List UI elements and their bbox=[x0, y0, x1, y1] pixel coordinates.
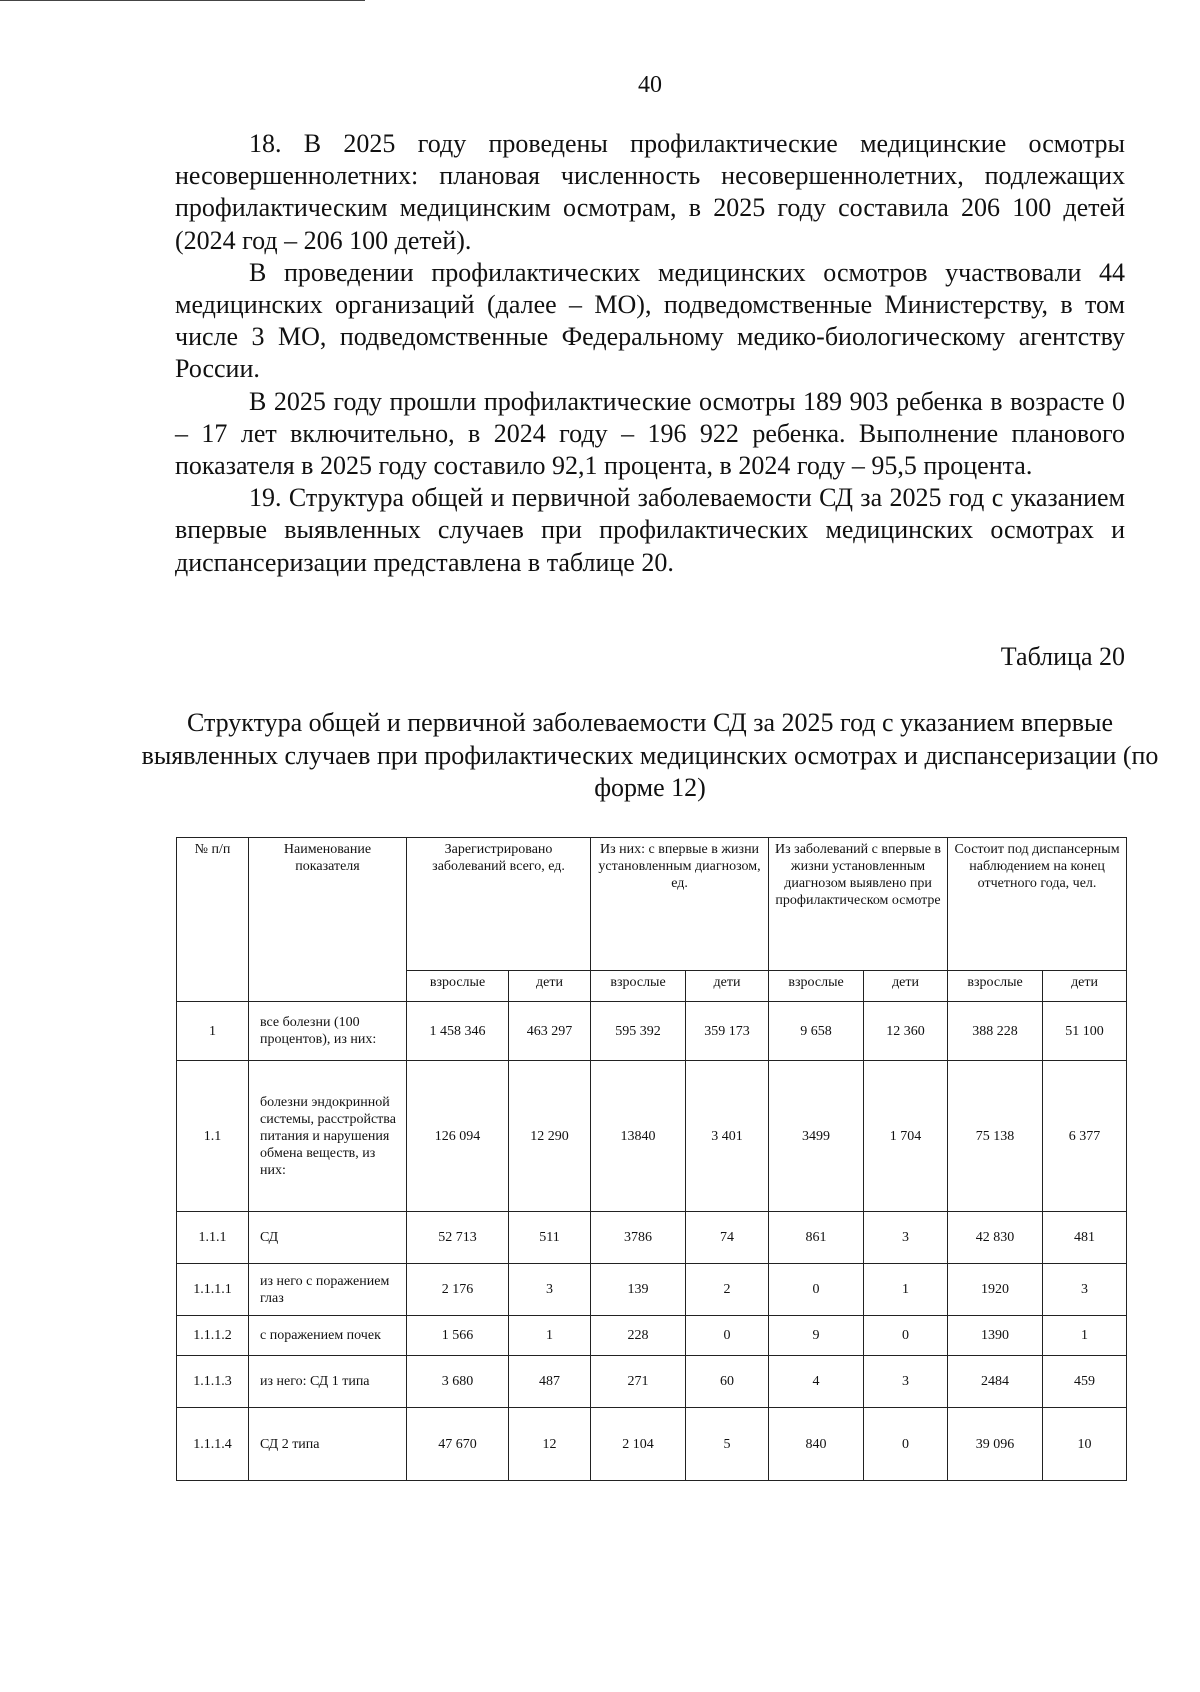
header-name: Наименование показателя bbox=[249, 838, 407, 1002]
row-num: 1.1.1 bbox=[177, 1212, 249, 1264]
cell: 0 bbox=[864, 1408, 948, 1481]
cell: 13840 bbox=[591, 1061, 686, 1212]
paragraph-18: 18. В 2025 году проведены профилактические медицинские осмотры несовершеннолетних: плановая численность несовершеннолетних, подлежащих профилактическим медицинским осмотрам, в 2025 году составила 206 100 детей (2024 год – 206 100 детей). bbox=[175, 129, 1125, 255]
paragraph-mo: В проведении профилактических медицинских осмотров участвовали 44 медицинских организаций (далее – МО), подведомственные Министерству, в том числе 3 МО, подведомственные Федеральному медико-биологическому агентству России. bbox=[175, 257, 1125, 384]
header-dispensary: Состоит под диспансерным наблюдением на конец отчетного года, чел. bbox=[948, 838, 1127, 971]
cell: 0 bbox=[686, 1316, 769, 1356]
cell: 861 bbox=[769, 1212, 864, 1264]
cell: 12 290 bbox=[509, 1061, 591, 1212]
table-row bbox=[177, 1212, 1127, 1264]
row-name: СД 2 типа bbox=[249, 1408, 407, 1481]
cell: 126 094 bbox=[407, 1061, 509, 1212]
header-found-at-exam: Из заболеваний с впервые в жизни установленным диагнозом выявлено при профилактическом осмотре bbox=[769, 838, 948, 971]
cell: 511 bbox=[509, 1212, 591, 1264]
header-first-time: Из них: с впервые в жизни установленным диагнозом, ед. bbox=[591, 838, 769, 971]
cell: 228 bbox=[591, 1316, 686, 1356]
table-label: Таблица 20 bbox=[1000, 642, 1125, 671]
cell: 1 458 346 bbox=[407, 1002, 509, 1061]
cell: 1 bbox=[1043, 1316, 1127, 1356]
row-num: 1 bbox=[177, 1002, 249, 1061]
cell: 6 377 bbox=[1043, 1061, 1127, 1212]
cell: 3 bbox=[864, 1356, 948, 1408]
header-registered: Зарегистрировано заболеваний всего, ед. bbox=[407, 838, 591, 971]
row-name: болезни эндокринной системы, расстройства питания и нарушения обмена веществ, из них: bbox=[249, 1061, 407, 1212]
cell: 75 138 bbox=[948, 1061, 1043, 1212]
cell: 487 bbox=[509, 1356, 591, 1408]
cell: 139 bbox=[591, 1264, 686, 1316]
row-name: все болезни (100 процентов), из них: bbox=[249, 1002, 407, 1061]
cell: 1 704 bbox=[864, 1061, 948, 1212]
table-row bbox=[177, 1264, 1127, 1316]
row-name: из него: СД 1 типа bbox=[249, 1356, 407, 1408]
cell: 459 bbox=[1043, 1356, 1127, 1408]
cell: 271 bbox=[591, 1356, 686, 1408]
cell: 3 bbox=[1043, 1264, 1127, 1316]
cell: 4 bbox=[769, 1356, 864, 1408]
cell: 359 173 bbox=[686, 1002, 769, 1061]
cell: 1 bbox=[864, 1264, 948, 1316]
cell: 12 bbox=[509, 1408, 591, 1481]
table-row bbox=[177, 1316, 1127, 1356]
cell: 12 360 bbox=[864, 1002, 948, 1061]
subheader: взрослые bbox=[948, 971, 1043, 1002]
cell: 3 bbox=[864, 1212, 948, 1264]
subheader: взрослые bbox=[769, 971, 864, 1002]
page-number: 40 bbox=[638, 72, 662, 98]
cell: 481 bbox=[1043, 1212, 1127, 1264]
cell: 1390 bbox=[948, 1316, 1043, 1356]
cell: 9 bbox=[769, 1316, 864, 1356]
cell: 2 104 bbox=[591, 1408, 686, 1481]
row-num: 1.1.1.4 bbox=[177, 1408, 249, 1481]
row-num: 1.1.1.3 bbox=[177, 1356, 249, 1408]
cell: 52 713 bbox=[407, 1212, 509, 1264]
cell: 42 830 bbox=[948, 1212, 1043, 1264]
cell: 0 bbox=[769, 1264, 864, 1316]
table-row bbox=[177, 1408, 1127, 1481]
paragraph-19: 19. Структура общей и первичной заболеваемости СД за 2025 год с указанием впервые выявленных случаев при профилактических медицинских осмотрах и диспансеризации представлена в таблице 20. bbox=[175, 483, 1125, 577]
subheader: дети bbox=[509, 971, 591, 1002]
body-text bbox=[175, 128, 1125, 579]
cell: 1 566 bbox=[407, 1316, 509, 1356]
cell: 1920 bbox=[948, 1264, 1043, 1316]
cell: 9 658 bbox=[769, 1002, 864, 1061]
header-num: № п/п bbox=[177, 838, 249, 1002]
cell: 2 176 bbox=[407, 1264, 509, 1316]
cell: 0 bbox=[864, 1316, 948, 1356]
table-row bbox=[177, 1002, 1127, 1061]
cell: 1 bbox=[509, 1316, 591, 1356]
row-num: 1.1.1.1 bbox=[177, 1264, 249, 1316]
row-num: 1.1 bbox=[177, 1061, 249, 1212]
cell: 3 bbox=[509, 1264, 591, 1316]
cell: 10 bbox=[1043, 1408, 1127, 1481]
cell: 39 096 bbox=[948, 1408, 1043, 1481]
table-title: Структура общей и первичной заболеваемости СД за 2025 год с указанием впервые выявленных случаев при профилактических медицинских осмотрах и диспансеризации (по форме 12) bbox=[141, 708, 1159, 802]
row-num: 1.1.1.2 bbox=[177, 1316, 249, 1356]
subheader: взрослые bbox=[407, 971, 509, 1002]
subheader: дети bbox=[1043, 971, 1127, 1002]
table-row bbox=[177, 1061, 1127, 1212]
cell: 5 bbox=[686, 1408, 769, 1481]
cell: 2484 bbox=[948, 1356, 1043, 1408]
subheader: взрослые bbox=[591, 971, 686, 1002]
cell: 3499 bbox=[769, 1061, 864, 1212]
cell: 60 bbox=[686, 1356, 769, 1408]
cell: 3 401 bbox=[686, 1061, 769, 1212]
cell: 3786 bbox=[591, 1212, 686, 1264]
table-row bbox=[177, 1356, 1127, 1408]
row-name: из него с поражением глаз bbox=[249, 1264, 407, 1316]
subheader: дети bbox=[864, 971, 948, 1002]
data-table bbox=[176, 837, 1127, 1481]
cell: 840 bbox=[769, 1408, 864, 1481]
cell: 47 670 bbox=[407, 1408, 509, 1481]
paragraph-exams: В 2025 году прошли профилактические осмотры 189 903 ребенка в возрасте 0 – 17 лет включительно, в 2024 году – 196 922 ребенка. Выполнение планового показателя в 2025 году составило 92,1 процента, в 2024 году – 95,5 процента. bbox=[175, 386, 1125, 481]
row-name: СД bbox=[249, 1212, 407, 1264]
row-name: с поражением почек bbox=[249, 1316, 407, 1356]
cell: 51 100 bbox=[1043, 1002, 1127, 1061]
cell: 2 bbox=[686, 1264, 769, 1316]
cell: 595 392 bbox=[591, 1002, 686, 1061]
subheader: дети bbox=[686, 971, 769, 1002]
cell: 74 bbox=[686, 1212, 769, 1264]
cell: 3 680 bbox=[407, 1356, 509, 1408]
top-rule bbox=[0, 0, 365, 1]
cell: 463 297 bbox=[509, 1002, 591, 1061]
cell: 388 228 bbox=[948, 1002, 1043, 1061]
